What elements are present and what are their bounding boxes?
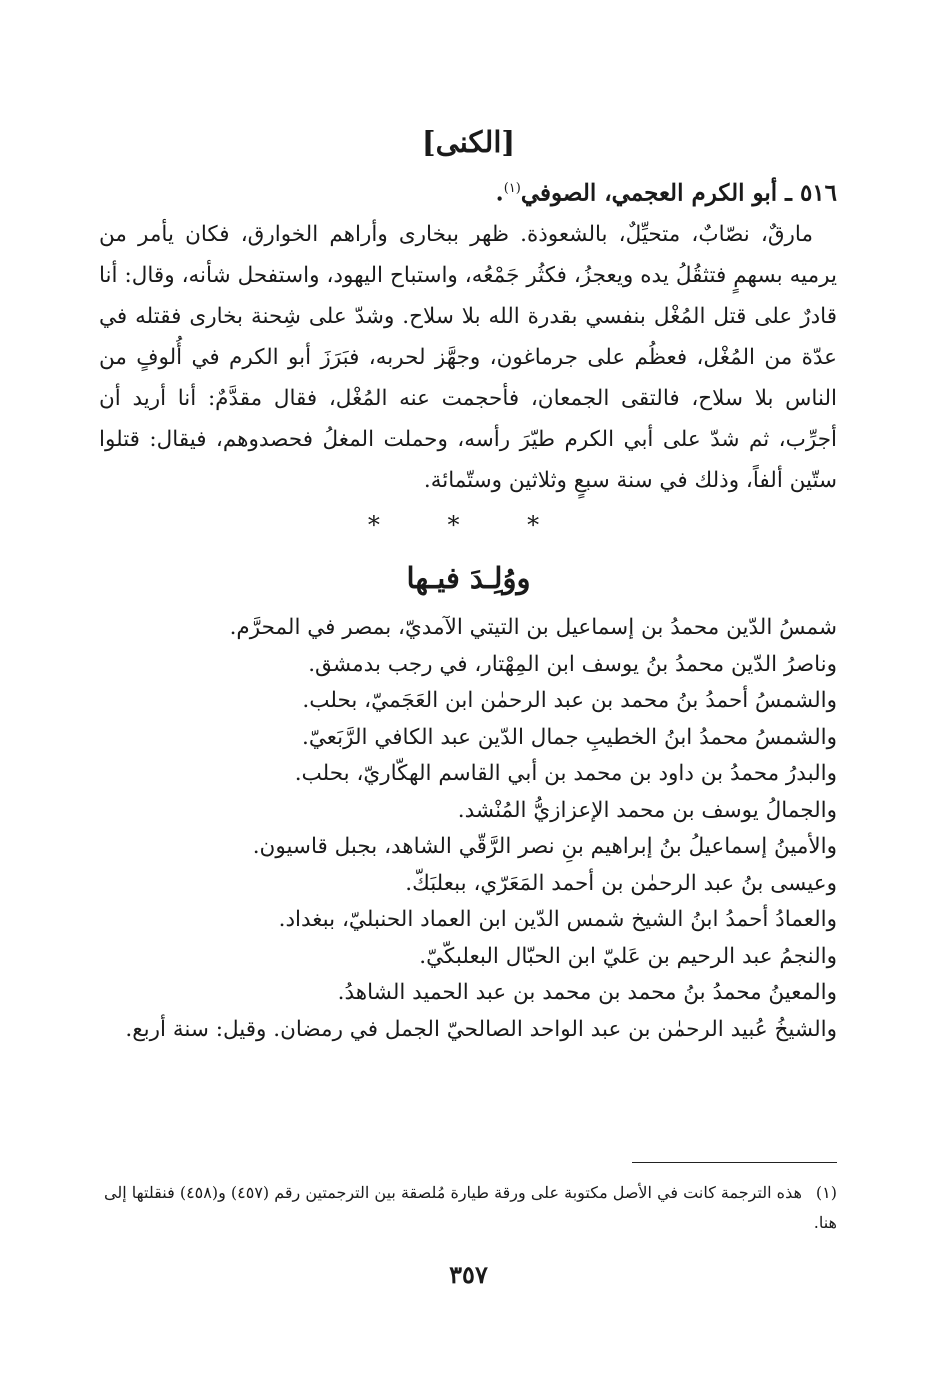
footnote-number: (١): [815, 1183, 837, 1202]
list-item: وعيسى بنُ عبد الرحمٰن بن أحمد المَعَرّي، ببعلبَكّ.: [405, 870, 837, 896]
entry-title: [99, 168, 837, 214]
footnote: [99, 1178, 837, 1238]
births-heading: ووُلِـدَ فيـها: [406, 561, 531, 595]
list-item: وناصرُ الدّين محمدُ بنُ يوسف ابن المِهْتار، في رجب بدمشق.: [308, 651, 837, 677]
list-item: شمسُ الدّين محمدُ بن إسماعيل بن التيتي الآمديّ، بمصر في المحرَّم.: [229, 615, 837, 640]
list-item: والنجمُ عبد الرحيم بن عَليّ ابن الحبّال البعلبكّيّ.: [419, 943, 837, 969]
footnote-divider: [632, 1162, 837, 1163]
list-item: والبدرُ محمدُ بن داود بن محمد بن أبي القاسم الهكّاريّ، بحلب.: [294, 761, 837, 786]
entry-number-title: ٥١٦ ـ أبو الكرم العجمي، الصوفي: [520, 179, 837, 207]
list-item: والجمالُ يوسف بن محمد الإعزازيُّ المُنْشد.: [457, 797, 837, 823]
list-item: والشمسُ محمدُ ابنُ الخطيبِ جمال الدّين عبد الكافي الرَّبَعيّ.: [302, 724, 837, 750]
list-item: والشمسُ أحمدُ بنُ محمد بن عبد الرحمٰن ابن العَجَميّ، بحلب.: [302, 688, 837, 713]
footnote-text: هذه الترجمة كانت في الأصل مكتوبة على ورقة طيارة مُلصقة بين الترجمتين رقم (٤٥٧) و(٤٥٨) فنقلتها إلى هنا.: [104, 1183, 837, 1232]
entry-title-end: .: [495, 179, 504, 207]
section-separator: * * *: [367, 511, 570, 539]
list-item: والعمادُ أحمدُ ابنُ الشيخ شمس الدّين ابن العماد الحنبليّ، ببغداد.: [278, 907, 837, 932]
footnote-reference[interactable]: (١): [503, 181, 521, 196]
entry-body: مارقٌ، نصّابٌ، متحيِّلٌ، بالشعوذة. ظهر ببخارى وأراهم الخوارق، فكان يأمر من يرميه بسهمٍ فتثقُلُ يده ويعجزُ، فكثُر جَمْعُه، واستباح اليهود، واستفحل شأنه، وقال: أنا قادرٌ على قتل المُغْل بنفسي بقدرة الله بلا سلاح. وشدّ على شِحنة بخارى فقتله في عدّة من المُغْل، فعظُم على جرماغون، وجهَّز لحربه، فبَرَزَ أبو الكرم في أُلوفٍ من الناس بلا سلاح، فالتقى الجمعان، فأحجمت عنه المُغْل، فقال مقدَّمٌ: أنا أريد أن أجرِّب، ثم شدّ على أبي الكرم طيّرَ رأسه، وحملت المغلُ فحصدوهم، فيقال: قتلوا ستّين ألفاً، وذلك في سنة سبعٍ وثلاثين وستّمائة.: [99, 221, 837, 493]
page-number: ٣٥٧: [449, 1260, 488, 1289]
list-item: والأمينُ إسماعيلُ بنُ إبراهيم بنِ نصر الرَّقّي الشاهد، بجبل قاسيون.: [252, 834, 837, 859]
section-heading: [الكنى]: [421, 125, 516, 159]
list-item: والمعينُ محمدُ بنُ محمد بن محمد بن عبد الحميد الشاهدُ.: [337, 980, 837, 1005]
births-list: [99, 610, 837, 1048]
list-item: والشيخُ عُبيد الرحمٰن بن عبد الواحد الصالحيّ الجمل في رمضان. وقيل: سنة أربع.: [125, 1016, 837, 1042]
biography-entry: [99, 168, 837, 501]
